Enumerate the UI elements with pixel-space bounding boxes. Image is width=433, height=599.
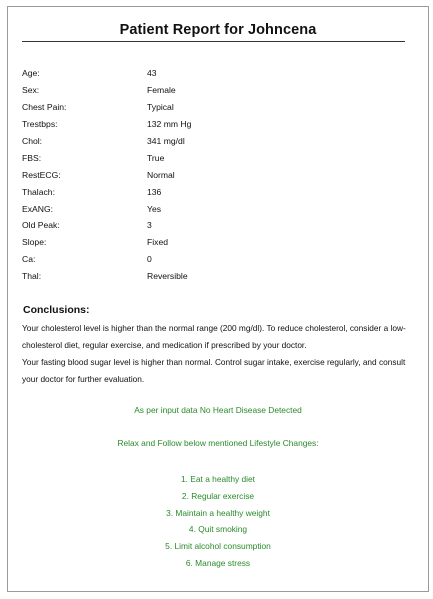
field-row-old-peak (22, 217, 402, 234)
field-value: 136 (147, 186, 162, 197)
conclusions-body (22, 320, 414, 388)
field-value: 341 mg/dl (147, 136, 185, 146)
field-label: Thal: (22, 271, 42, 282)
field-value: Normal (147, 169, 175, 180)
lifestyle-list (8, 471, 428, 572)
field-value: Yes (147, 203, 162, 214)
field-label: FBS: (22, 152, 42, 163)
field-label: Slope: (22, 237, 47, 248)
field-row-thalach (22, 183, 402, 200)
field-row-restecg (22, 166, 402, 183)
field-label: Chol: (22, 136, 43, 146)
field-row-age (22, 65, 402, 82)
field-row-ca (22, 251, 402, 268)
field-label: Trestbps: (22, 119, 58, 130)
list-item: 5. Limit alcohol consumption (165, 541, 271, 552)
field-value: Fixed (147, 237, 169, 248)
field-label: Age: (22, 68, 40, 79)
list-item: 1. Eat a healthy diet (180, 474, 256, 484)
field-row-chest-pain (22, 99, 402, 116)
field-value: True (147, 152, 165, 163)
title-divider (22, 41, 405, 42)
field-label: RestECG: (22, 169, 61, 180)
list-item: 6. Manage stress (185, 557, 251, 568)
conclusion-cholesterol: Your cholesterol level is higher than the normal range (200 mg/dl). To reduce cholesterol, consider a low-cholesterol diet, regular exercise, and medication if prescribed by your doctor. (22, 323, 406, 351)
conclusions-heading: Conclusions: (23, 304, 90, 316)
field-value: 43 (147, 68, 157, 79)
field-value: Female (147, 85, 176, 96)
conclusion-blood-sugar: Your fasting blood sugar level is higher than normal. Control sugar intake, exercise regularly, and consult your doctor for further evaluation. (22, 357, 406, 385)
field-row-slope (22, 234, 402, 251)
field-row-sex (22, 82, 402, 99)
field-label: Sex: (22, 85, 40, 96)
field-label: Thalach: (22, 186, 55, 197)
detection-result: As per input data No Heart Disease Detected (134, 405, 302, 415)
field-value: Reversible (147, 271, 188, 282)
list-item: 2. Regular exercise (181, 490, 255, 501)
field-label: ExANG: (22, 203, 54, 214)
field-value: 3 (147, 220, 152, 231)
list-item: 4. Quit smoking (188, 524, 248, 535)
field-label: Old Peak: (22, 220, 60, 231)
field-row-fbs (22, 149, 402, 166)
field-value: Typical (147, 102, 174, 113)
report-page (7, 6, 429, 592)
field-row-thal (22, 268, 402, 285)
field-row-trestbps (22, 116, 402, 133)
field-row-chol (22, 133, 402, 150)
field-value: 132 mm Hg (147, 119, 192, 130)
field-label: Ca: (22, 254, 36, 265)
report-title: Patient Report for Johncena (119, 22, 317, 38)
lifestyle-heading: Relax and Follow below mentioned Lifestyle Changes: (117, 438, 319, 448)
field-label: Chest Pain: (22, 102, 67, 113)
field-row-exang (22, 200, 402, 217)
field-value: 0 (147, 254, 152, 265)
patient-fields (22, 65, 402, 285)
list-item: 3. Maintain a healthy weight (166, 507, 270, 518)
